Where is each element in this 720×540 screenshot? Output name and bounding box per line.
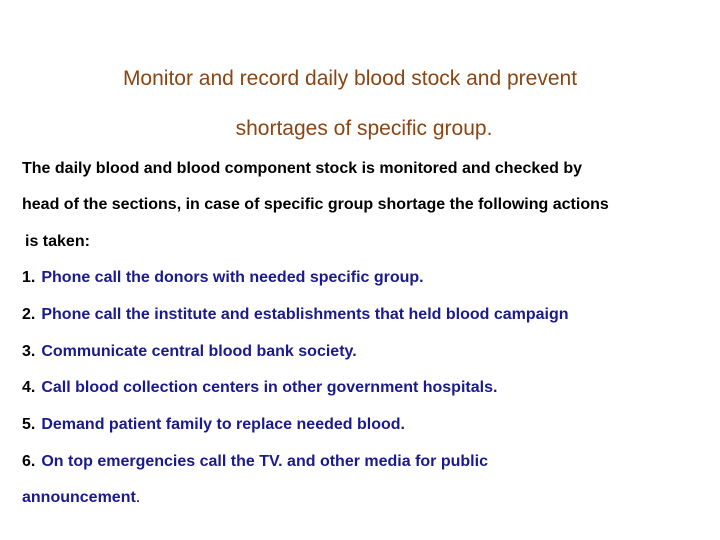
slide-title-line-1: Monitor and record daily blood stock and prevent (122, 67, 578, 90)
action-text: Phone call the donors with needed specific group. (41, 269, 424, 286)
action-item-2 (22, 305, 569, 325)
action-item-5 (22, 415, 405, 435)
action-text: Call blood collection centers in other government hospitals. (41, 379, 498, 396)
action-number: 6. (22, 453, 36, 470)
intro-paragraph-line-3: is taken: (25, 233, 90, 250)
intro-paragraph-line-1: The daily blood and blood component stock is monitored and checked by (22, 160, 583, 177)
action-number: 2. (22, 306, 36, 323)
action-item-3 (22, 342, 357, 362)
action-number: 4. (22, 379, 36, 396)
action-text-continuation: announcement (22, 489, 136, 506)
intro-paragraph-line-2: head of the sections, in case of specific group shortage the following actions (22, 196, 609, 213)
action-item-6 (22, 452, 488, 472)
action-text: Phone call the institute and establishments that held blood campaign (41, 306, 569, 323)
action-item-1 (22, 268, 424, 288)
action-text: Demand patient family to replace needed blood. (41, 416, 405, 433)
action-number: 3. (22, 343, 36, 360)
action-text: Communicate central blood bank society. (41, 343, 357, 360)
action-number: 5. (22, 416, 36, 433)
slide-title-line-2: shortages of specific group. (235, 117, 493, 140)
action-number: 1. (22, 269, 36, 286)
action-text: On top emergencies call the TV. and other media for public (41, 453, 488, 470)
action-item-6-continuation (22, 488, 140, 508)
action-item-4 (22, 378, 497, 398)
action-text-period: . (135, 489, 141, 506)
